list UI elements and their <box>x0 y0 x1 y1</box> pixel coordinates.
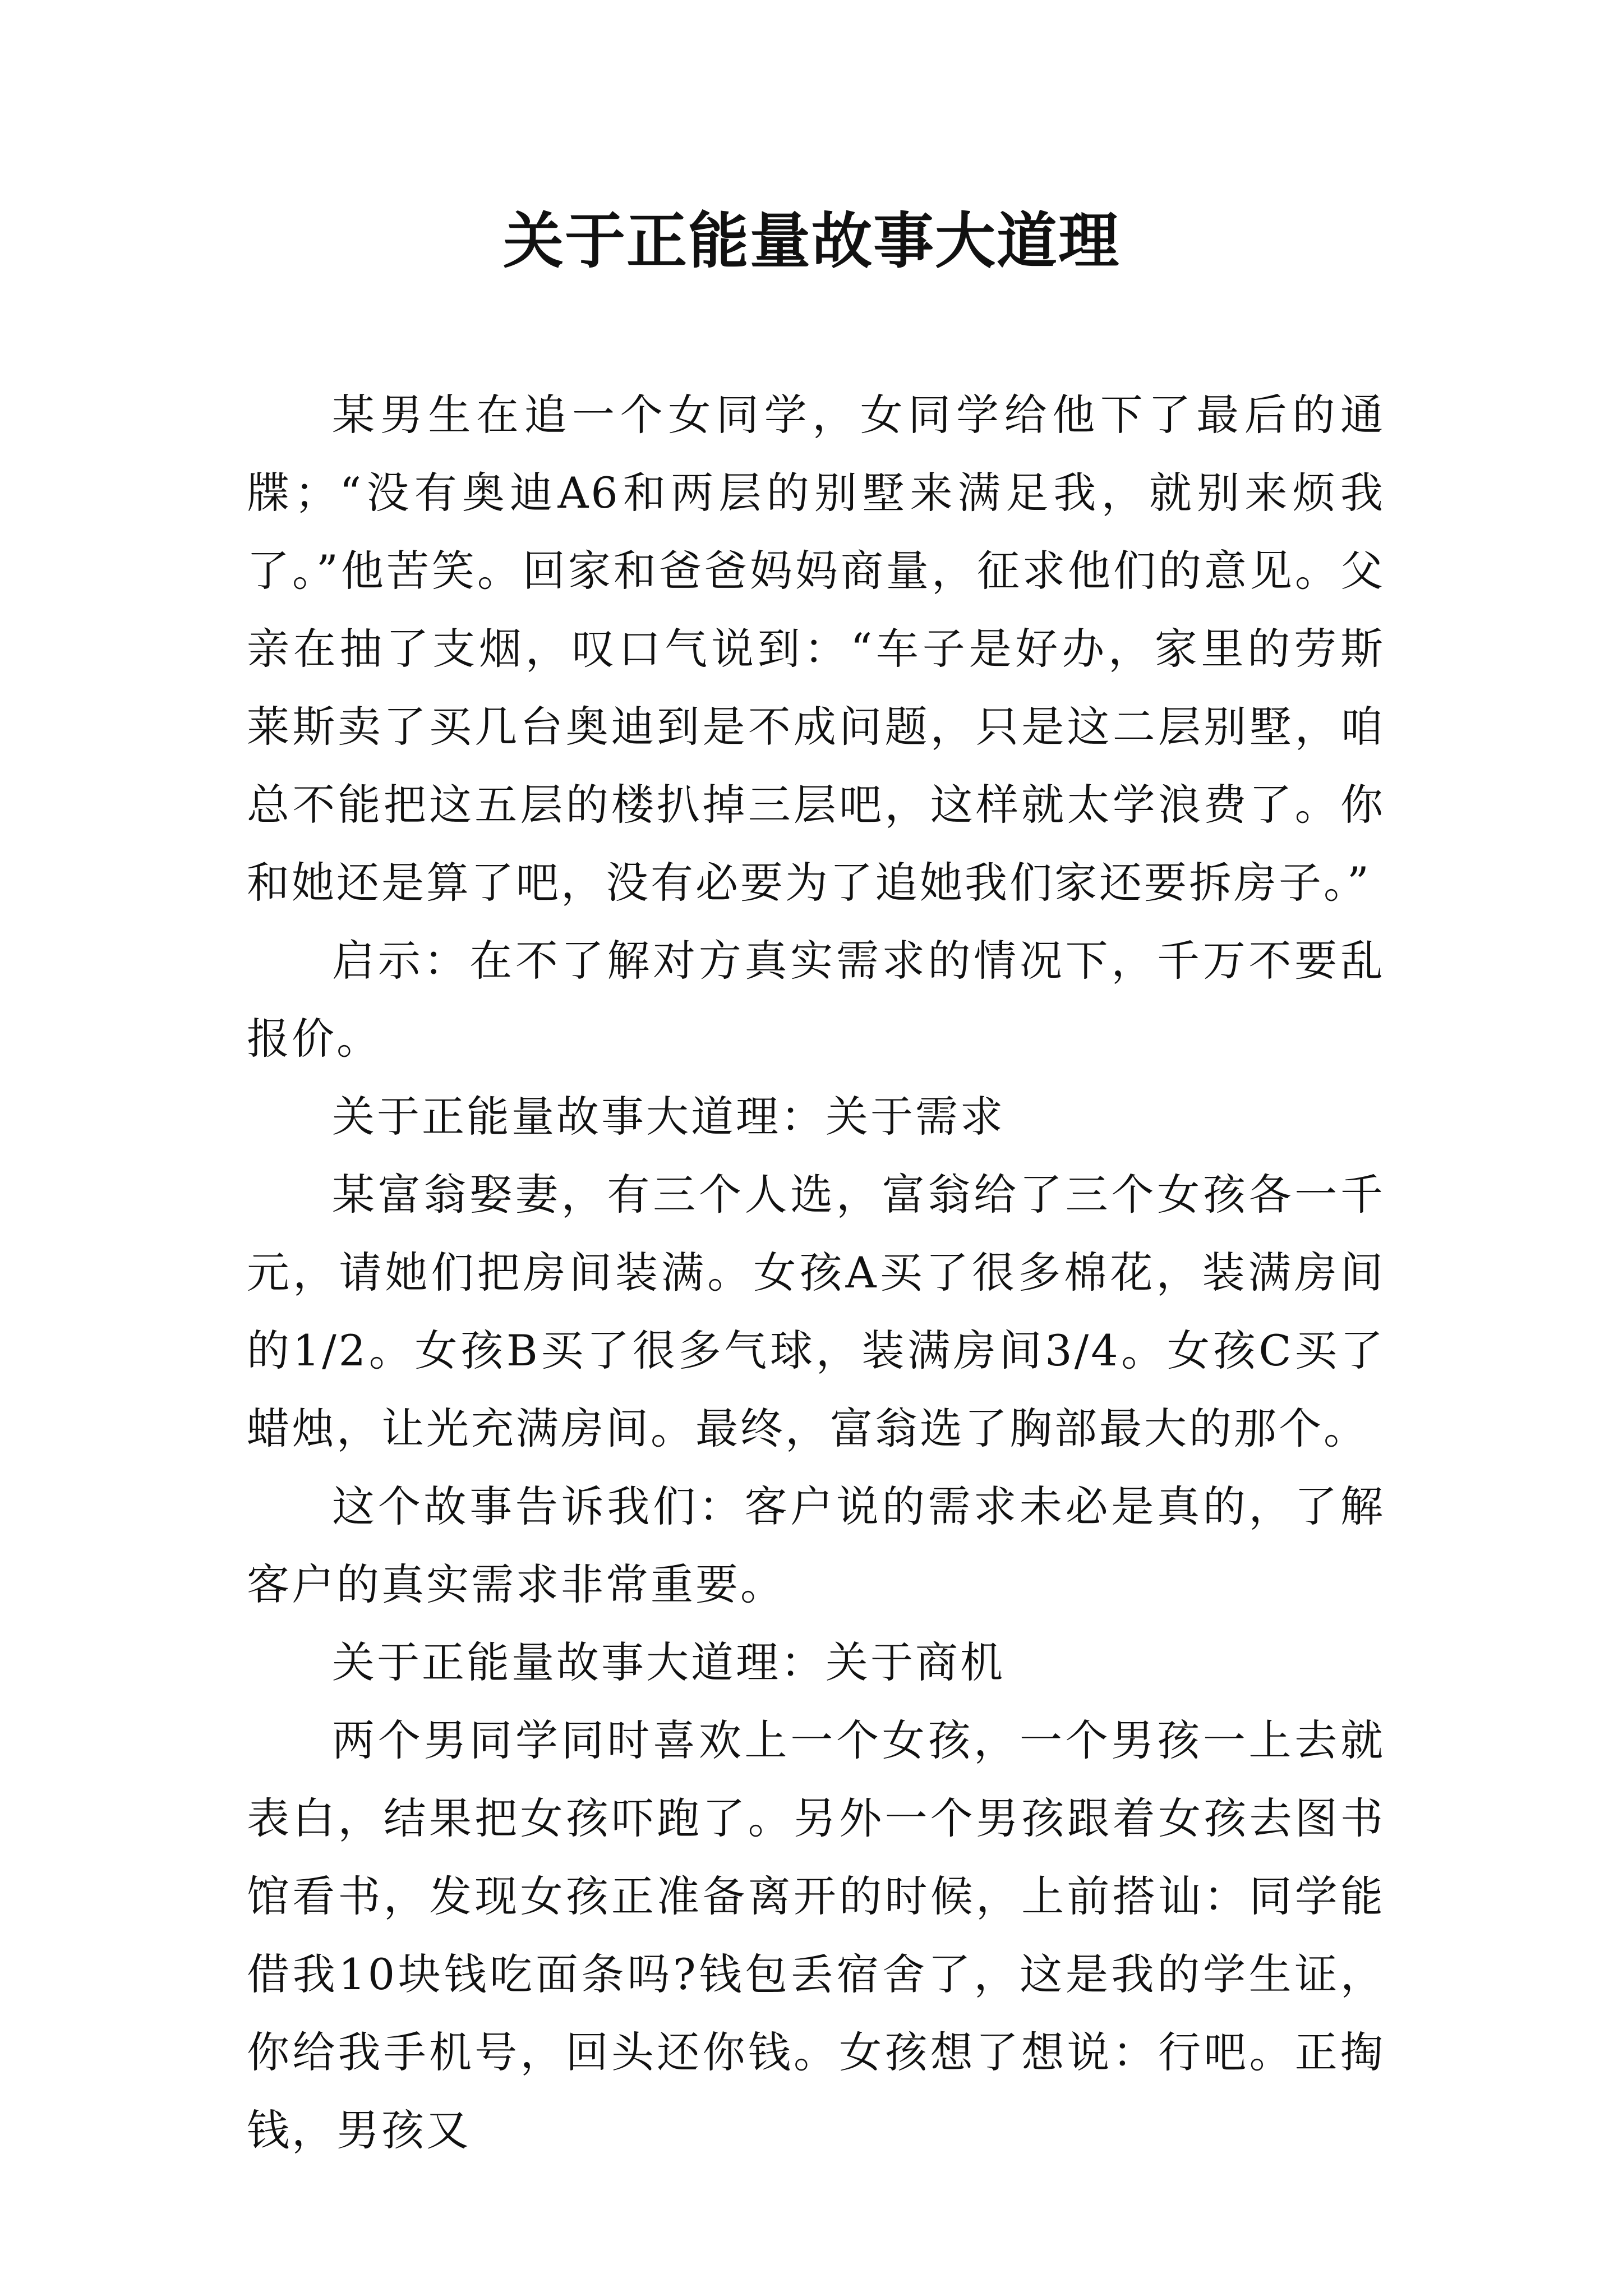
paragraph-story-3: 两个男同学同时喜欢上一个女孩，一个男孩一上去就表白，结果把女孩吓跑了。另外一个男孩跟着女孩去图书馆看书，发现女孩正准备离开的时候，上前搭讪：同学能借我10块钱吃面条吗?钱包丢宿舍了，这是我的学生证，你给我手机号，回头还你钱。女孩想了想说：行吧。正掏钱，男孩又 <box>247 1715 1385 2155</box>
paragraph-lesson-1: 启示：在不了解对方真实需求的情况下，千万不要乱报价。 <box>247 936 1385 1064</box>
section-heading-demand: 关于正能量故事大道理：关于需求 <box>332 1092 1005 1142</box>
section-heading-opportunity: 关于正能量故事大道理：关于商机 <box>332 1637 1005 1687</box>
paragraph-lesson-2: 这个故事告诉我们：客户说的需求未必是真的，了解客户的真实需求非常重要。 <box>247 1481 1385 1609</box>
document-body <box>247 376 1385 2169</box>
paragraph-story-1: 某男生在追一个女同学，女同学给他下了最后的通牒；“没有奥迪A6和两层的别墅来满足我，就别来烦我了。”他苦笑。回家和爸爸妈妈商量，征求他们的意见。父亲在抽了支烟，叹口气说到：“车子是好办，家里的劳斯莱斯卖了买几台奥迪到是不成问题，只是这二层别墅，咱总不能把这五层的楼扒掉三层吧，这样就太学浪费了。你和她还是算了吧，没有必要为了追她我们家还要拆房子。” <box>247 390 1385 908</box>
paragraph-story-2: 某富翁娶妻，有三个人选，富翁给了三个女孩各一千元，请她们把房间装满。女孩A买了很多棉花，装满房间的1/2。女孩B买了很多气球，装满房间3/4。女孩C买了蜡烛，让光充满房间。最终，富翁选了胸部最大的那个。 <box>247 1170 1385 1453</box>
document-title: 关于正能量故事大道理 <box>502 206 1120 277</box>
